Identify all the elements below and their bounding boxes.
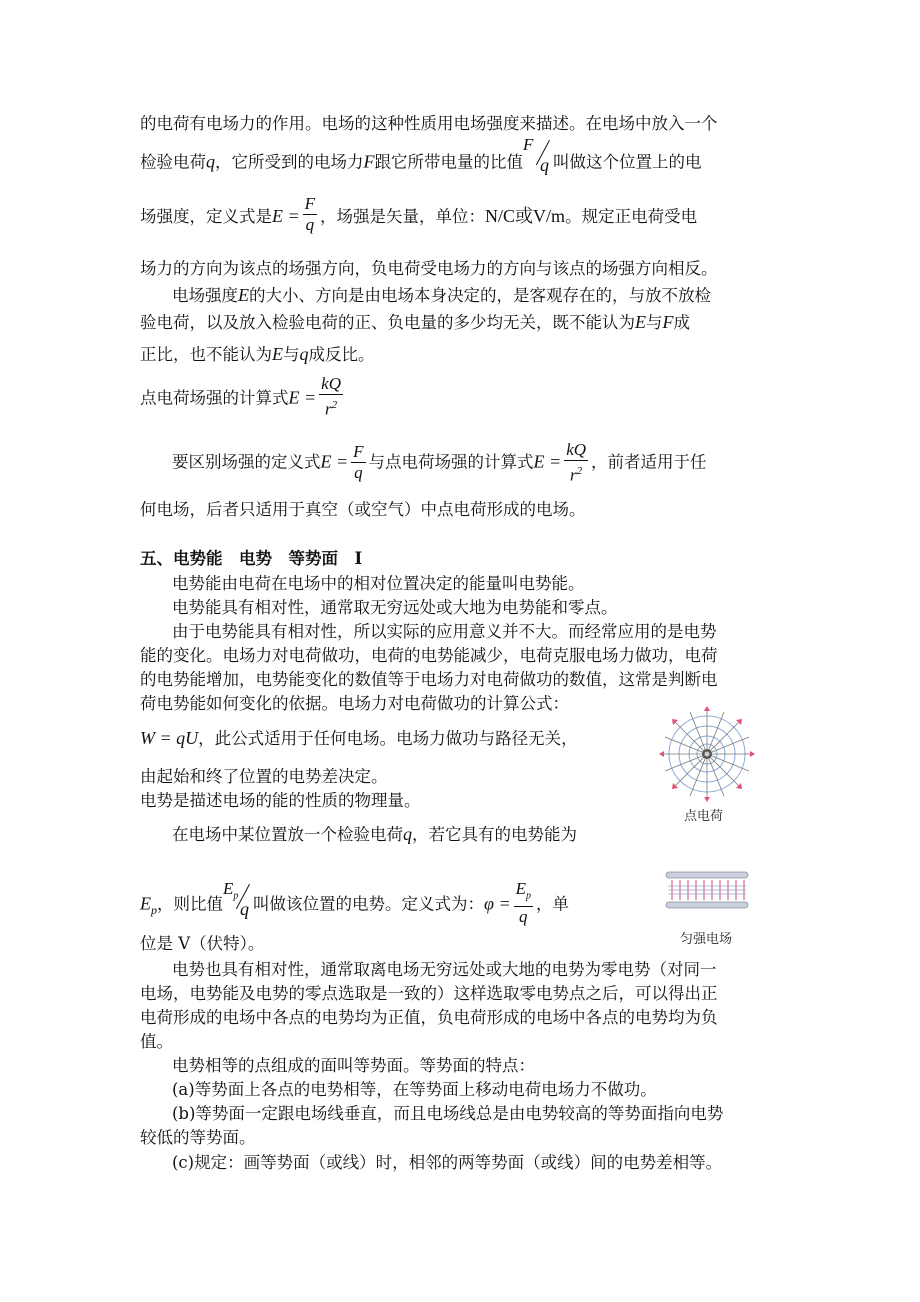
- caption-point-charge: 点电荷: [684, 809, 724, 824]
- text-line: 在电场中某位置放一个检验电荷q，若它具有的电势能为: [172, 824, 577, 844]
- text-line: 的电荷有电场力的作用。电场的这种性质用电场强度来描述。在电场中放入一个: [140, 114, 718, 133]
- text-line: 要区别场强的定义式E = $\frac{F}{q}$ 与点电荷场强的计算式E = $\frac{kQ}{r^2}$ ，前者适用于任: [172, 440, 707, 485]
- text-line: W = qU，此公式适用于任何电场。电场力做功与路径无关，: [140, 728, 578, 748]
- text-line: 何电场，后者只适用于真空（或空气）中点电荷形成的电场。: [140, 500, 586, 519]
- text-line: (c)规定：画等势面（或线）时，相邻的两等势面（或线）间的电势差相等。: [172, 1153, 723, 1172]
- text-line: 较低的等势面。: [140, 1128, 256, 1147]
- text-line: 验电荷，以及放入检验电荷的正、负电量的多少均无关，既不能认为E与F成: [140, 312, 690, 332]
- text-line: 电荷形成的电场中各点的电势均为正值，负电荷形成的电场中各点的电势均为负: [140, 1008, 718, 1027]
- fraction-kQ-over-r2: $\frac{kQ}{r^2}$: [566, 440, 587, 485]
- text-line: 场力的方向为该点的场强方向，负电荷受电场力的方向与该点的场强方向相反。: [140, 259, 718, 278]
- fraction-F-over-q: $\frac{F}{q}$: [353, 442, 364, 483]
- text-line: 检验电荷q，它所受到的电场力F跟它所带电量的比值 F q 叫做这个位置上的电: [140, 135, 702, 175]
- point-charge-field-figure: [658, 705, 756, 803]
- uniform-field-figure: [664, 868, 750, 912]
- fraction-F-over-q: $\frac{F}{q}$: [304, 194, 316, 234]
- text-line: 电势相等的点组成的面叫等势面。等势面的特点：: [172, 1056, 535, 1075]
- text-line: 电场强度E的大小、方向是由电场本身决定的，是客观存在的，与放不放检: [172, 285, 711, 305]
- section-heading: 五、电势能 电势 等势面 I: [140, 549, 363, 568]
- text-line: 电势能具有相对性，通常取无穷远处或大地为电势能和零点。: [172, 598, 618, 617]
- text-line: 点电荷场强的计算式E = $\frac{kQ}{r^2}$: [140, 374, 341, 419]
- text-line: 荷电势能如何变化的依据。电场力对电荷做功的计算公式：: [140, 694, 569, 713]
- text-line: 正比，也不能认为E与q成反比。: [140, 344, 375, 364]
- text-line: 位是 V（伏特）。: [140, 934, 265, 953]
- text-line: 由起始和终了位置的电势差决定。: [140, 767, 388, 786]
- fraction-kQ-over-r2: $\frac{kQ}{r^2}$: [321, 374, 341, 419]
- text-line: (a)等势面上各点的电势相等，在等势面上移动电荷电场力不做功。: [172, 1080, 657, 1099]
- fraction-F-over-q: F q: [523, 135, 549, 175]
- text-line: 由于电势能具有相对性，所以实际的应用意义并不大。而经常应用的是电势: [172, 622, 717, 641]
- text-line: 电势是描述电场的能的性质的物理量。: [140, 791, 421, 810]
- text-line: 场强度，定义式是E = $\frac{F}{q}$ ，场强是矢量，单位：N/C或V/m。规定正电荷受电: [140, 194, 698, 234]
- text-line: (b)等势面一定跟电场线垂直，而且电场线总是由电势较高的等势面指向电势: [172, 1104, 724, 1123]
- text-line: 电势能由电荷在电场中的相对位置决定的能量叫电势能。: [172, 574, 585, 593]
- fraction-Ep-over-q: $E_p$ q: [223, 879, 249, 920]
- text-line: $E_p$，则比值 $E_p$ q 叫做该位置的电势。定义式为：φ = $\frac{E_p}{q}$ ，单: [140, 879, 569, 927]
- text-line: 的电势能增加，电势能变化的数值等于电场力对电荷做功的数值，这常是判断电: [140, 670, 718, 689]
- text-line: 电势也具有相对性，通常取离电场无穷远处或大地的电势为零电势（对同一: [172, 960, 717, 979]
- text-line: 能的变化。电场力对电荷做功，电荷的电势能减少，电荷克服电场力做功，电荷: [140, 646, 718, 665]
- caption-uniform-field: 匀强电场: [680, 932, 733, 947]
- text-line: 电场，电势能及电势的零点选取是一致的）这样选取零电势点之后，可以得出正: [140, 984, 718, 1003]
- fraction-Ep-over-q: $\frac{E_p}{q}$: [515, 879, 531, 927]
- text-line: 值。: [140, 1032, 173, 1051]
